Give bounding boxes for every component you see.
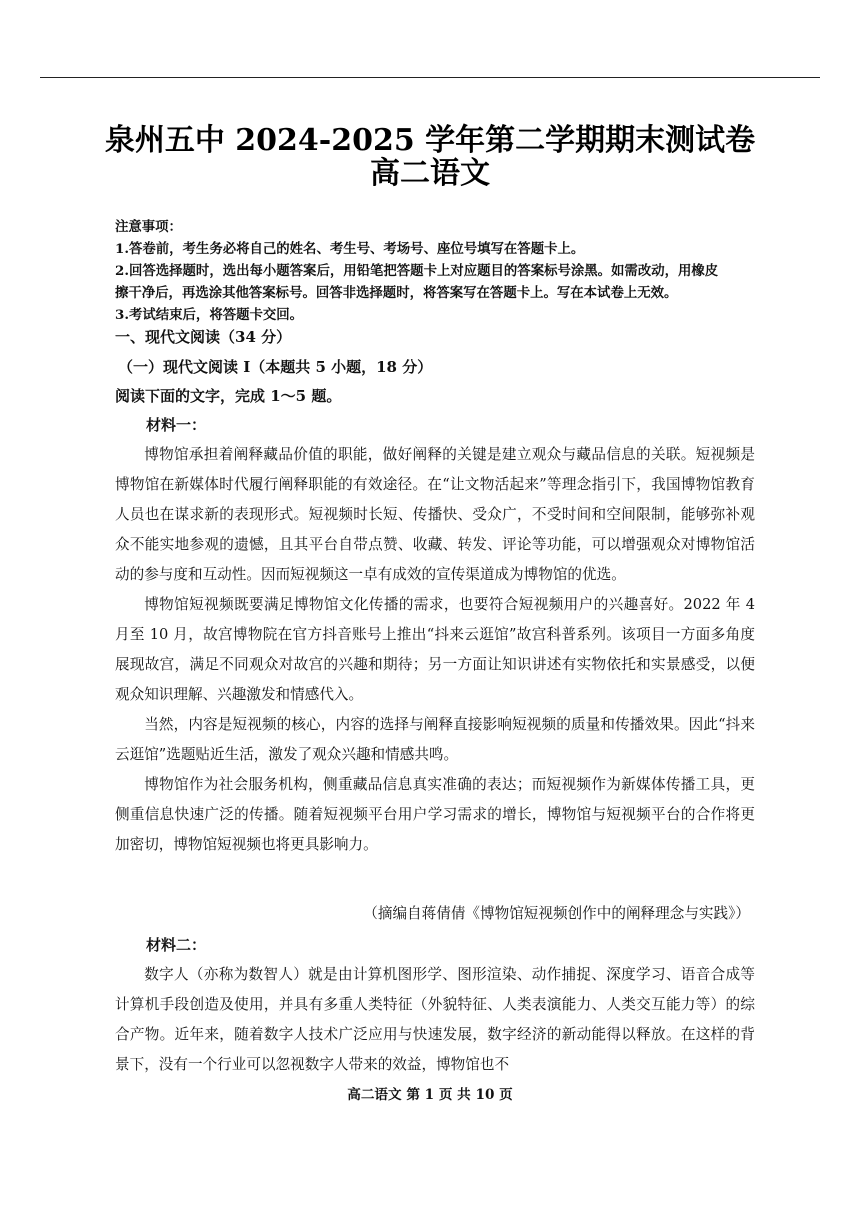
paragraph: 博物馆短视频既要满足博物馆文化传播的需求，也要符合短视频用户的兴趣喜好。2022 年 4 月至 10 月，故宫博物院在官方抖音账号上推出“抖来云逛馆”故宫科普系列。该项目一方面多角度展现故宫，满足不同观众对故宫的兴趣和期待；另一方面让知识讲述有实物依托和实景感受，以便观众知识理解、兴趣激发和情感代入。 <box>115 596 755 703</box>
paragraph: 博物馆承担着阐释藏品价值的职能，做好阐释的关键是建立观众与藏品信息的关联。短视频是博物馆在新媒体时代履行阐释职能的有效途径。在“让文物活起来”等理念指引下，我国博物馆教育人员也在谋求新的表现形式。短视频时长短、传播快、受众广，不受时间和空间限制，能够弥补观众不能实地参观的遗憾，且其平台自带点赞、收藏、转发、评论等功能，可以增强观众对博物馆活动的参与度和互动性。因而短视频这一卓有成效的宣传渠道成为博物馆的优选。 <box>115 446 755 583</box>
note-item: 1.答卷前，考生务必将自己的姓名、考生号、考场号、座位号填写在答题卡上。 <box>115 241 585 257</box>
note-item: 3.考试结束后，将答题卡交回。 <box>115 307 304 323</box>
top-rule <box>40 77 820 78</box>
notes-heading: 注意事项： <box>115 219 182 235</box>
paragraph: 当然，内容是短视频的核心，内容的选择与阐释直接影响短视频的质量和传播效果。因此“抖来云逛馆”选题贴近生活，激发了观众兴趣和情感共鸣。 <box>115 716 755 763</box>
page-footer: 高二语文 第 1 页 共 10 页 <box>347 1087 513 1103</box>
material1-source: （摘编自蒋倩倩《博物馆短视频创作中的阐释理念与实践》） <box>363 905 750 922</box>
material2-label: 材料二： <box>146 936 207 954</box>
note-item: 擦干净后，再选涂其他答案标号。回答非选择题时，将答案写在答题卡上。写在本试卷上无效。 <box>115 285 678 301</box>
subsection-title: （一）现代文阅读 I（本题共 5 小题，18 分） <box>118 358 433 376</box>
exam-subject: 高二语文 <box>370 156 490 191</box>
note-item: 2.回答选择题时，选出每小题答案后，用铅笔把答题卡上对应题目的答案标号涂黑。如需改动，用橡皮 <box>115 263 719 279</box>
paragraph: 博物馆作为社会服务机构，侧重藏品信息真实准确的表达；而短视频作为新媒体传播工具，更侧重信息快速广泛的传播。随着短视频平台用户学习需求的增长，博物馆与短视频平台的合作将更加密切，博物馆短视频也将更具影响力。 <box>115 776 755 853</box>
section-title: 一、现代文阅读（34 分） <box>115 328 292 346</box>
material1-body <box>115 440 755 860</box>
instruction: 阅读下面的文字，完成 1～5 题。 <box>115 387 342 405</box>
exam-title: 泉州五中 2024-2025 学年第二学期期末测试卷 <box>104 123 756 158</box>
paragraph: 数字人（亦称为数智人）就是由计算机图形学、图形渲染、动作捕捉、深度学习、语音合成等计算机手段创造及使用，并具有多重人类特征（外貌特征、人类表演能力、人类交互能力等）的综合产物。近年来，随着数字人技术广泛应用与快速发展，数字经济的新动能得以释放。在这样的背景下，没有一个行业可以忽视数字人带来的效益，博物馆也不 <box>115 966 755 1073</box>
material1-label: 材料一： <box>146 416 207 434</box>
material2-body <box>115 960 755 1080</box>
